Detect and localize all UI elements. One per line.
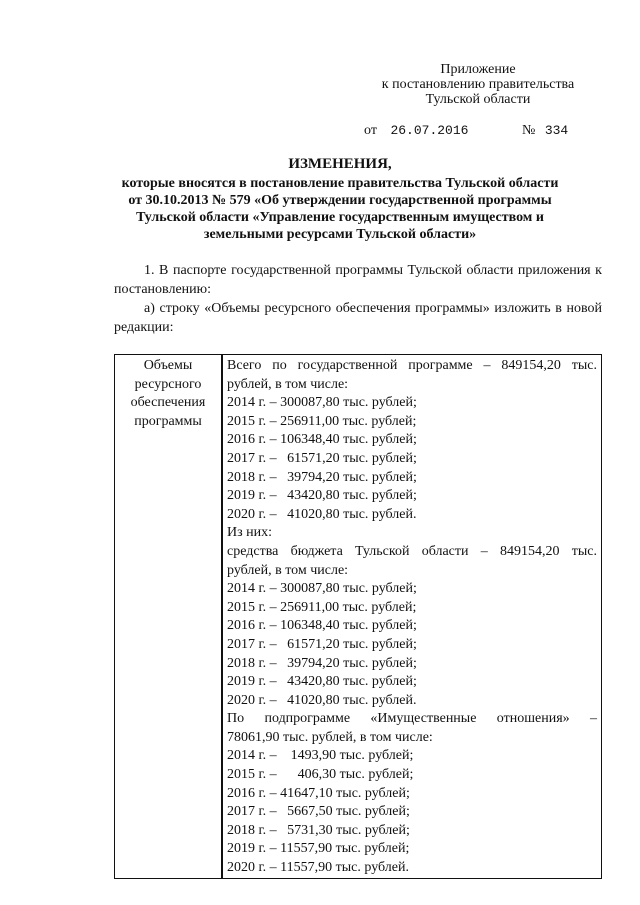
resources-table — [114, 354, 602, 879]
row-label-cell — [115, 355, 223, 879]
approval-line-3: Тульской области — [425, 92, 531, 107]
title-line-2: которые вносятся в постановление правительства Тульской области — [121, 176, 559, 191]
value-line: 2019 г. – 11557,90 тыс. рублей; — [227, 841, 410, 857]
value-line: 2018 г. – 39794,20 тыс. рублей; — [227, 655, 417, 671]
value-line: 2017 г. – 61571,20 тыс. рублей; — [227, 636, 417, 652]
value-line: 2015 г. – 256911,00 тыс. рублей; — [227, 599, 417, 615]
row-label-line-3: обеспечения — [130, 395, 206, 411]
value-line: 2019 г. – 43420,80 тыс. рублей; — [227, 674, 417, 690]
value-line: 2017 г. – 5667,50 тыс. рублей; — [227, 804, 410, 820]
date-line — [364, 123, 568, 138]
document-title — [80, 156, 600, 243]
value-line: По подпрограмме «Имущественные отношения» – — [227, 711, 597, 727]
row-label-line-2: ресурсного — [134, 376, 202, 392]
date-prefix: от — [364, 123, 377, 138]
value-line: средства бюджета Тульской области – 849154,20 тыс. — [227, 543, 597, 559]
row-value-cell — [222, 355, 602, 879]
approval-line-1: Приложение — [440, 62, 516, 77]
value-line: 2015 г. – 406,30 тыс. рублей; — [227, 767, 414, 783]
value-line: 2014 г. – 1493,90 тыс. рублей; — [227, 748, 414, 764]
value-line: 2016 г. – 106348,40 тыс. рублей; — [227, 432, 417, 448]
value-line: Всего по государственной программе – 849154,20 тыс. — [227, 358, 597, 373]
value-line: 2016 г. – 41647,10 тыс. рублей; — [227, 785, 410, 801]
table-row — [115, 355, 602, 879]
value-line: 2014 г. – 300087,80 тыс. рублей; — [227, 581, 417, 597]
title-line-4: Тульской области «Управление государственным имуществом и — [136, 210, 544, 225]
approval-line-2: к постановлению правительства — [381, 77, 575, 92]
row-label-line-1: Объемы — [143, 358, 193, 373]
value-line: рублей, в том числе: — [227, 562, 349, 578]
body-text — [114, 261, 602, 337]
value-line: 78061,90 тыс. рублей, в том числе: — [227, 729, 433, 745]
value-line: 2020 г. – 11557,90 тыс. рублей. — [227, 860, 409, 876]
paragraph-1: 1. В паспорте государственной программы Тульской области приложения к постановлению: — [114, 263, 602, 297]
value-line: 2014 г. – 300087,80 тыс. рублей; — [227, 395, 417, 411]
paragraph-2: а) строку «Объемы ресурсного обеспечения программы» изложить в новой редакции: — [114, 301, 602, 335]
value-line: 2020 г. – 41020,80 тыс. рублей. — [227, 692, 417, 708]
document-number: 334 — [544, 123, 569, 138]
value-line: 2017 г. – 61571,20 тыс. рублей; — [227, 450, 417, 466]
title-line-5: земельными ресурсами Тульской области» — [203, 227, 477, 242]
value-line: Из них: — [227, 525, 273, 541]
value-line: 2018 г. – 39794,20 тыс. рублей; — [227, 469, 417, 485]
row-label-line-4: программы — [134, 413, 202, 429]
title-line-1: ИЗМЕНЕНИЯ, — [288, 156, 392, 172]
value-line: 2018 г. – 5731,30 тыс. рублей; — [227, 822, 410, 838]
approval-block — [368, 62, 588, 107]
value-line: 2020 г. – 41020,80 тыс. рублей. — [227, 506, 417, 522]
value-line: 2015 г. – 256911,00 тыс. рублей; — [227, 413, 417, 429]
value-line: рублей, в том числе: — [227, 376, 349, 392]
value-line: 2016 г. – 106348,40 тыс. рублей; — [227, 618, 417, 634]
value-line: 2019 г. – 43420,80 тыс. рублей; — [227, 488, 417, 504]
title-line-3: от 30.10.2013 № 579 «Об утверждении государственной программы — [128, 193, 552, 208]
document-date: 26.07.2016 — [390, 123, 469, 138]
number-sign: № — [521, 123, 536, 138]
